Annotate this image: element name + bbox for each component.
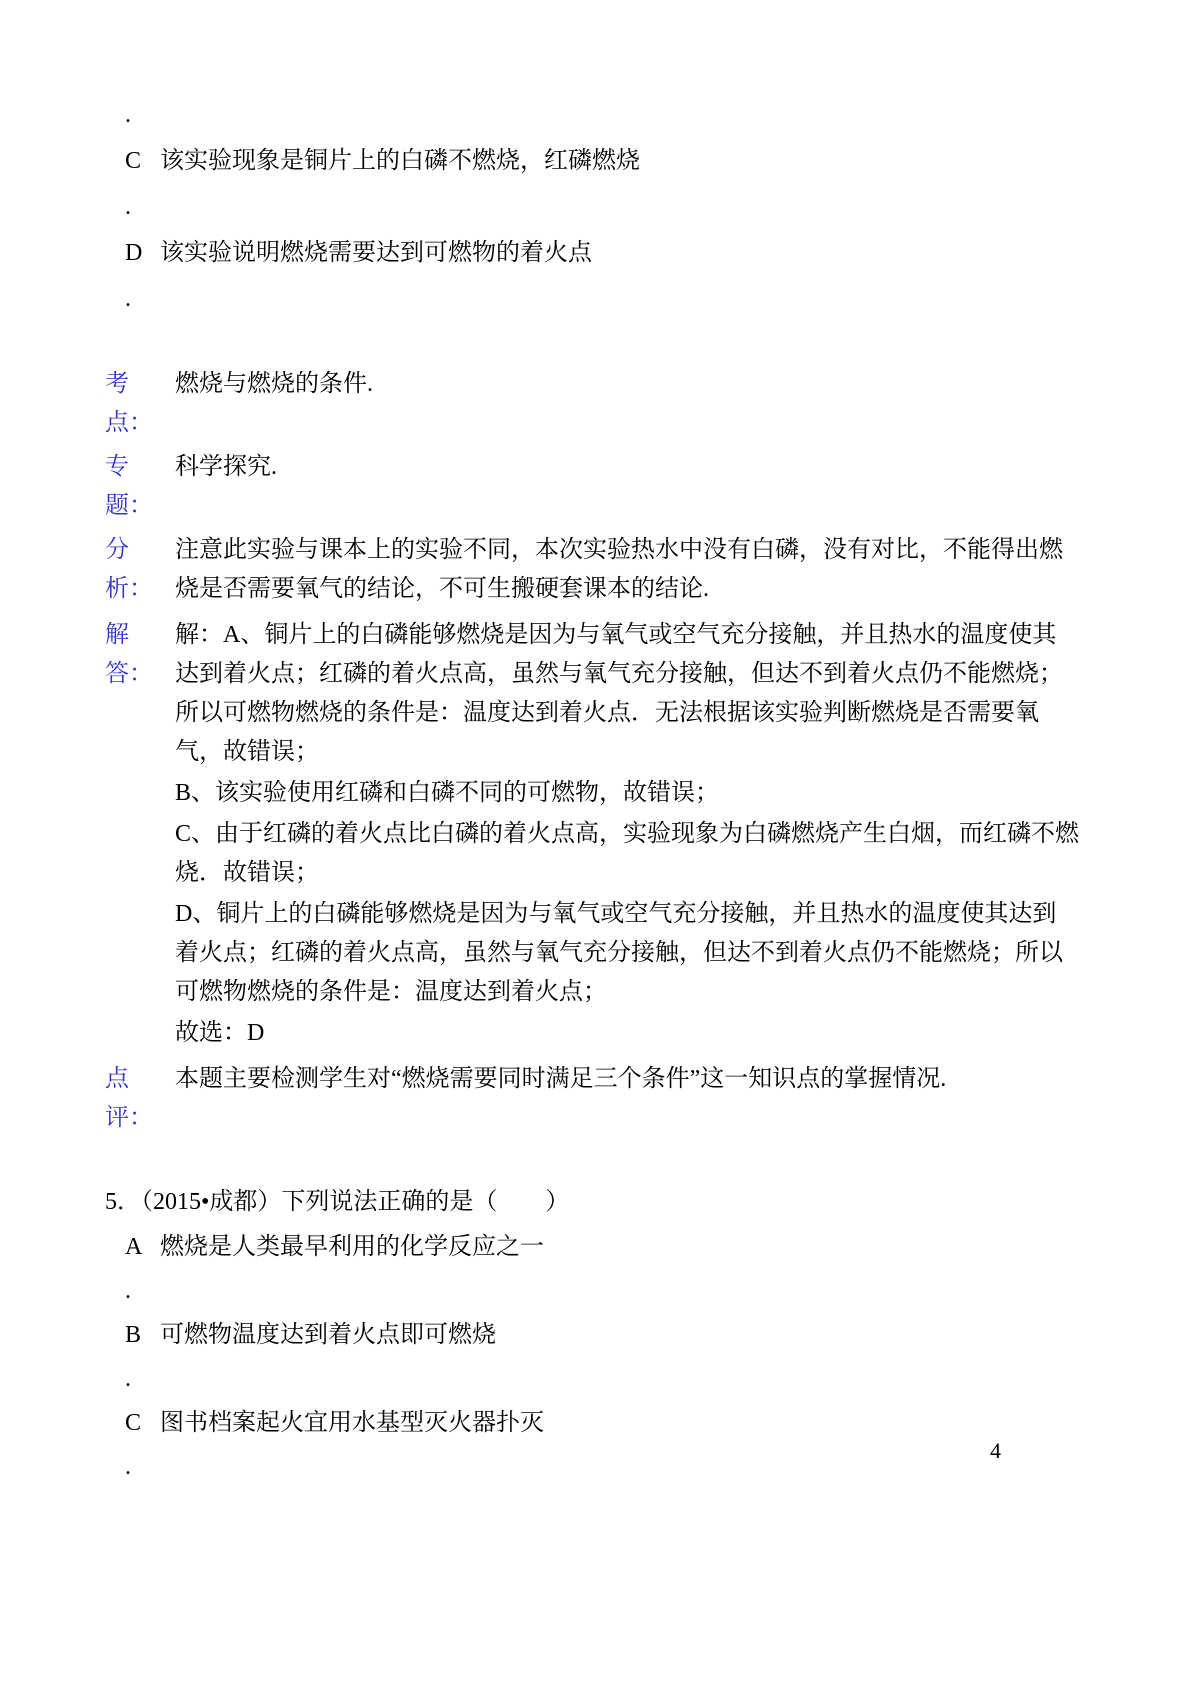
- section-body: [175, 448, 1080, 526]
- question-5-stem: 5．（2015•成都）下列说法正确的是（ ）: [105, 1189, 570, 1215]
- section-label-zhuanti: 专题：: [105, 454, 153, 519]
- option-separator-dot: .: [125, 1366, 131, 1392]
- option-letter: C: [125, 148, 142, 174]
- section-body: [175, 365, 1080, 443]
- question5-option-a: [105, 1227, 1080, 1267]
- section-kaodian: [105, 365, 1080, 443]
- answer-block: [105, 365, 1080, 1138]
- question4-option-c: [105, 141, 1080, 181]
- option-letter: B: [125, 1322, 142, 1348]
- question4-option-d: [105, 233, 1080, 273]
- option-text: 该实验现象是铜片上的白磷不燃烧，红磷燃烧: [160, 148, 640, 174]
- option-letter: D: [125, 240, 143, 266]
- section-text: 燃烧与燃烧的条件.: [175, 371, 373, 397]
- option-text: 燃烧是人类最早利用的化学反应之一: [160, 1234, 544, 1260]
- page-number: 4: [990, 1438, 1001, 1463]
- option-separator-dot: .: [125, 194, 131, 220]
- answer-paragraph-a: 解：A、铜片上的白磷能够燃烧是因为与氧气或空气充分接触，并且热水的温度使其达到着火点；红磷的着火点高，虽然与氧气充分接触，但达不到着火点仍不能燃烧；所以可燃物燃烧的条件是：温度达到着火点．无法根据该实验判断燃烧是否需要氧气，故错误；: [175, 622, 1063, 765]
- section-body: [175, 616, 1080, 1055]
- section-zhuanti: [105, 448, 1080, 526]
- option-separator-dot: .: [125, 102, 131, 128]
- answer-paragraph-c: C、由于红磷的着火点比白磷的着火点高，实验现象为白磷燃烧产生白烟，而红磷不燃烧．故错误；: [175, 821, 1080, 886]
- section-body: [175, 1060, 1080, 1138]
- section-body: [175, 531, 1080, 611]
- section-label-dianping: 点评：: [105, 1066, 153, 1131]
- option-separator-dot: .: [125, 1278, 131, 1304]
- question5-option-c: [105, 1403, 1080, 1443]
- answer-paragraph-d: D、铜片上的白磷能够燃烧是因为与氧气或空气充分接触，并且热水的温度使其达到着火点；红磷的着火点高，虽然与氧气充分接触，但达不到着火点仍不能燃烧；所以可燃物燃烧的条件是：温度达到着火点；: [175, 901, 1063, 1005]
- option-text: 图书档案起火宜用水基型灭火器扑灭: [160, 1410, 544, 1436]
- section-text: 科学探究.: [175, 454, 277, 480]
- section-label-jieda: 解答：: [105, 622, 153, 687]
- option-text: 该实验说明燃烧需要达到可燃物的着火点: [160, 240, 592, 266]
- page-content: [105, 95, 1080, 1491]
- section-label-fenxi: 分析：: [105, 537, 153, 602]
- section-text: 注意此实验与课本上的实验不同，本次实验热水中没有白磷，没有对比，不能得出燃烧是否需要氧气的结论，不可生搬硬套课本的结论.: [175, 537, 1063, 602]
- option-letter: C: [125, 1410, 142, 1436]
- answer-paragraph-b: B、该实验使用红磷和白磷不同的可燃物，故错误；: [175, 780, 720, 806]
- section-label-kaodian: 考点：: [105, 371, 153, 436]
- option-letter: A: [125, 1234, 143, 1260]
- option-separator-dot: .: [125, 286, 131, 312]
- section-fenxi: [105, 531, 1080, 611]
- answer-conclusion: 故选：D: [175, 1020, 265, 1046]
- section-dianping: [105, 1060, 1080, 1138]
- option-text: 可燃物温度达到着火点即可燃烧: [160, 1322, 496, 1348]
- question-5: [105, 1182, 1080, 1487]
- option-separator-dot: .: [125, 1454, 131, 1480]
- section-jieda: [105, 616, 1080, 1055]
- question5-option-b: [105, 1315, 1080, 1355]
- section-text: 本题主要检测学生对“燃烧需要同时满足三个条件”这一知识点的掌握情况.: [175, 1066, 947, 1092]
